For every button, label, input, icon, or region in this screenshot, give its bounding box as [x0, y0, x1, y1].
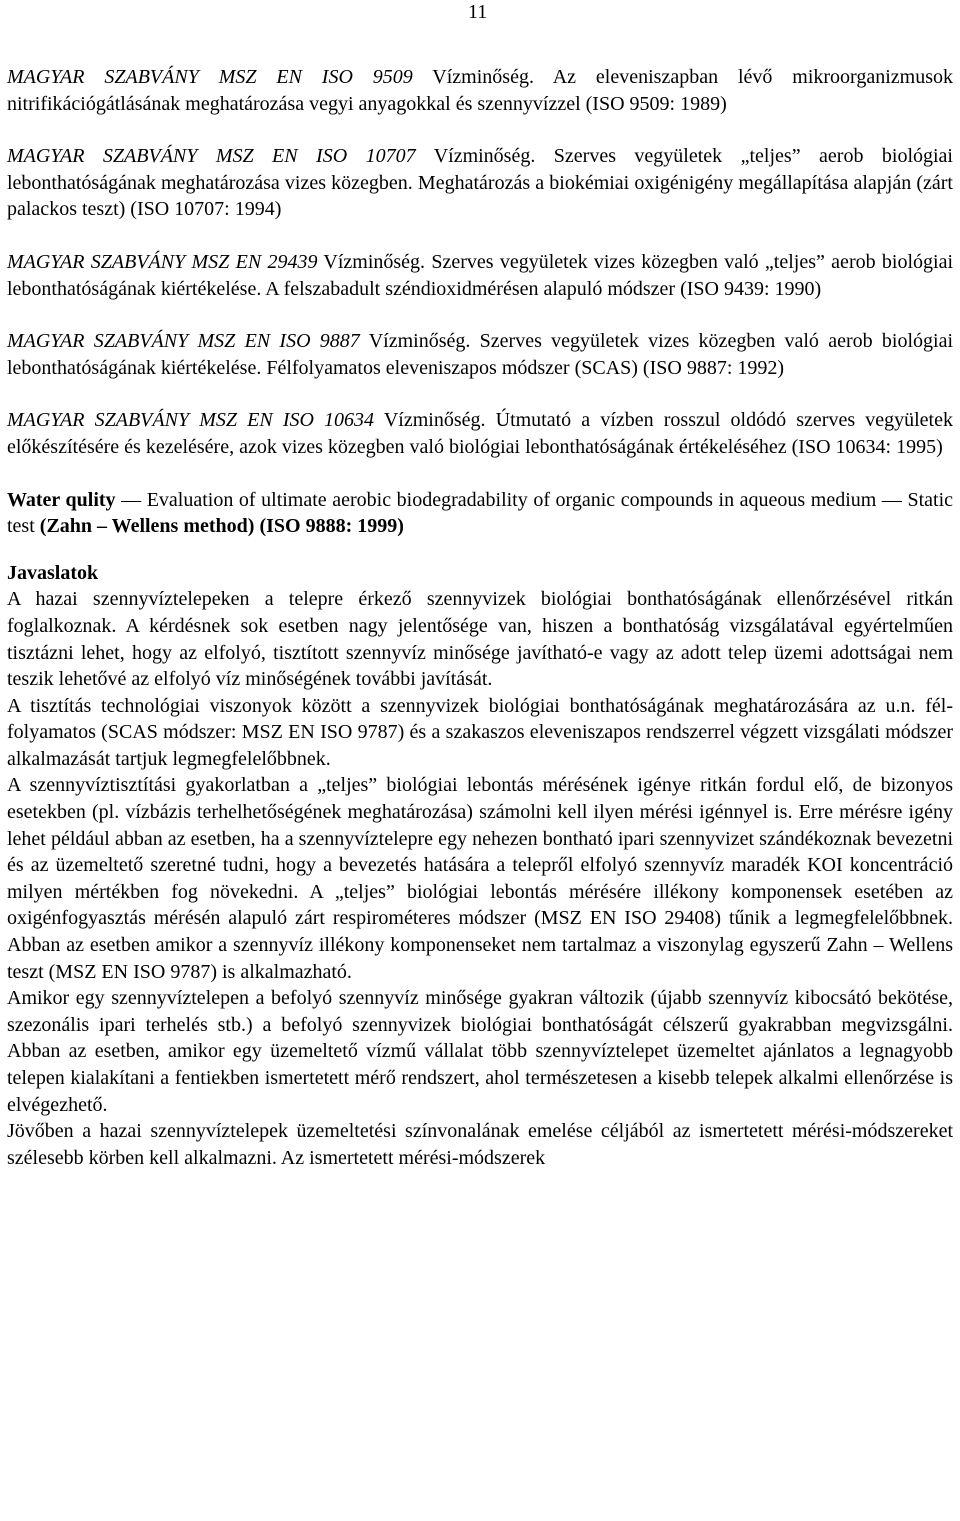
paragraph-5: Jövőben a hazai szennyvíztelepek üzemeltetési színvonalának emelése céljából az ismertetett mérési-módszereket szélesebb körben kell alkalmazni. Az ismertetett mérési-módszerek	[7, 1120, 953, 1169]
standard-code: MAGYAR SZABVÁNY MSZ EN ISO 10707	[7, 145, 416, 168]
paragraph-4: Amikor egy szennyvíztelepen a befolyó szennyvíz minősége gyakran változik (újabb szennyvíz kibocsátó bekötése, szezonális ipari terhelés stb.) a befolyó szennyvizek biológiai bonthatóságát célszerű gyakrabban megvizsgálni. Abban az esetben, amikor egy üzemeltető vízmű vállalat több szennyvíztelepet üzemeltet ajánlatos a legnagyobb telepen kialakítani a fentiekben ismertetett mérő rendszert, ahol természetesen a kisebb telepek alkalmi ellenőrzése is elvégezhető.	[7, 987, 953, 1116]
page-number: 11	[468, 1, 488, 23]
english-entry-description: — Evaluation of ultimate aerobic biodegradability of organic compounds in aqueous medium — Static test	[7, 488, 954, 538]
english-entry-title: Water qulity	[7, 488, 116, 511]
paragraph-2: A tisztítás technológiai viszonyok között a szennyvizek biológiai bonthatóságának meghatározására az u.n. fél-folyamatos (SCAS módszer: MSZ EN ISO 9787) és a szakaszos eleveniszapos rendszerrel végzett vizsgálati módszer alkalmazását tartjuk legmegfelelőbbnek.	[7, 694, 953, 770]
standard-entry-iso-10634	[7, 407, 953, 460]
standard-description: Vízminőség. Útmutató a vízben rosszul oldódó szerves vegyületek előkészítésére és kezelésére, azok vizes közegben való biológiai lebonthatóságának értékeléséhez (ISO 10634: 1995)	[7, 409, 953, 458]
english-standard-entry	[7, 487, 953, 540]
standard-entry-iso-9509	[7, 64, 953, 117]
section-heading: Javaslatok	[7, 561, 99, 584]
paragraph-3: A szennyvíztisztítási gyakorlatban a „teljes” biológiai lebontás mérésének igénye ritkán fordul elő, de bizonyos esetekben (pl. vízbázis terhelhetőségének meghatározása) számolni kell ilyen mérési igénnyel is. Erre mérésre igény lehet például abban az esetben, ha a szennyvíztelepre egy nehezen bontható ipari szennyvizet szándékoznak bevezetni és az üzemeltető szeretné tudni, hogy a bevezetés hatására a telepről elfolyó szennyvíz maradék KOI koncentráció milyen mértékben fog növekedni. A „teljes” biológiai lebontás mérésére illékony komponensek esetében az oxigénfogyasztás mérésén alapuló zárt respirométeres módszer (MSZ EN ISO 29408) tűnik a legmegfelelőbbnek. Abban az esetben amikor a szennyvíz illékony komponenseket nem tartalmaz a viszonylag egyszerű Zahn – Wellens teszt (MSZ EN ISO 9787) is alkalmazható.	[7, 774, 953, 983]
standard-description: Vízminőség. Szerves vegyületek vizes közegben való „teljes” aerob biológiai lebonthatóságának kiértékelése. A felszabadult széndioxidmérésen alapuló módszer (ISO 9439: 1990)	[7, 250, 953, 300]
english-entry-method: (Zahn – Wellens method) (ISO 9888: 1999)	[39, 515, 404, 538]
standard-entry-iso-10707	[7, 143, 953, 223]
standard-code: MAGYAR SZABVÁNY MSZ EN ISO 9887	[7, 330, 360, 353]
standard-code: MAGYAR SZABVÁNY MSZ EN ISO 10634	[7, 409, 375, 432]
paragraph-1: A hazai szennyvíztelepeken a telepre érkező szennyvizek biológiai bonthatóságának ellenőrzésével ritkán foglalkoznak. A kérdésnek sok esetben nagy jelentősége van, hiszen a bonthatóság vizsgálatával egyértelműen tisztázni lehet, hogy az elfolyó, tisztított szennyvíz minősége javítható-e vagy az adott telep üzemi adottságai nem teszik lehetővé az elfolyó víz minőségének további javítását.	[7, 588, 953, 691]
standard-code: MAGYAR SZABVÁNY MSZ EN ISO 9509	[7, 66, 413, 88]
standard-entry-iso-9887	[7, 328, 953, 381]
standard-description: Vízminőség. Szerves vegyületek vizes közegben való aerob biológiai lebonthatóságának kiértékelése. Félfolyamatos eleveniszapos módszer (SCAS) (ISO 9887: 1992)	[7, 330, 953, 379]
standard-description: Vízminőség. Szerves vegyületek „teljes” aerob biológiai lebonthatóságának meghatározása vizes közegben. Meghatározás a biokémiai oxigénigény megállapítása alapján (zárt palackos teszt) (ISO 10707: 1994)	[7, 145, 953, 221]
standard-description: Vízminőség. Az eleveniszapban lévő mikroorganizmusok nitrifikációgátlásának meghatározása vegyi anyagokkal és szennyvízzel (ISO 9509: 1989)	[7, 66, 953, 115]
standard-code: MAGYAR SZABVÁNY MSZ EN 29439	[7, 250, 318, 273]
standard-entry-29439	[7, 249, 953, 302]
